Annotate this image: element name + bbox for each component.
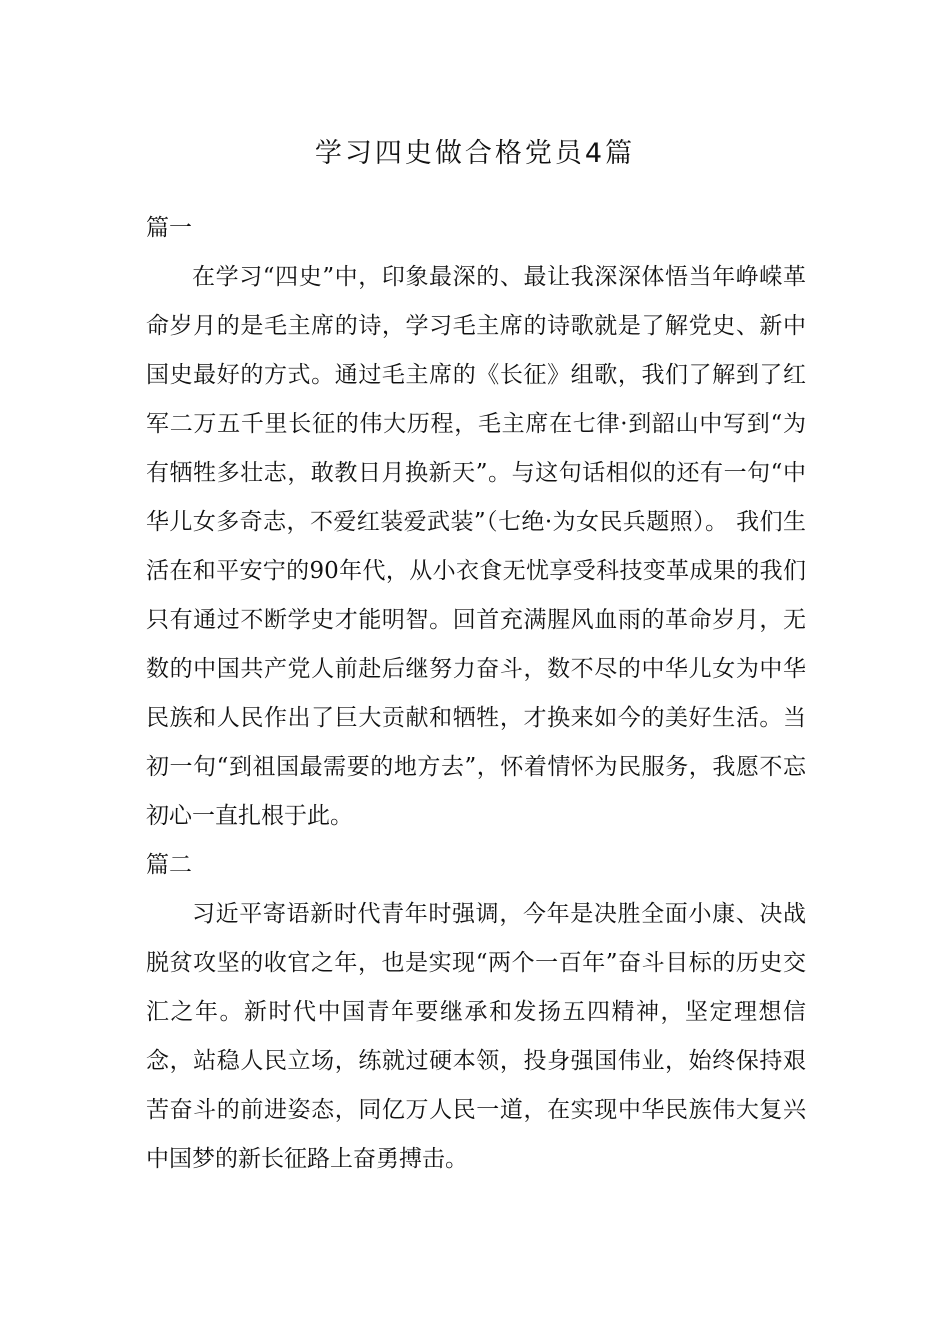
section-1 <box>146 204 806 841</box>
document-body <box>146 204 806 1184</box>
section-paragraph: 习近平寄语新时代青年时强调，今年是决胜全面小康、决战脱贫攻坚的收官之年，也是实现“两个一百年”奋斗目标的历史交汇之年。新时代中国青年要继承和发扬五四精神，坚定理想信念，站稳人民立场，练就过硬本领，投身强国伟业，始终保持艰苦奋斗的前进姿态，同亿万人民一道，在实现中华民族伟大复兴中国梦的新长征路上奋勇搏击。 <box>146 901 806 1172</box>
section-paragraph: 在学习“四史”中，印象最深的、最让我深深体悟当年峥嵘革命岁月的是毛主席的诗，学习毛主席的诗歌就是了解党史、新中国史最好的方式。通过毛主席的《长征》组歌，我们了解到了红军二万五千里长征的伟大历程，毛主席在七律·到韶山中写到“为有牺牲多壮志，敢教日月换新天”。与这句话相似的还有一句“中华儿女多奇志，不爱红装爱武装”（七绝·为女民兵题照）。 我们生活在和平安宁的90年代，从小衣食无忧享受科技变革成果的我们只有通过不断学史才能明智。回首充满腥风血雨的革命岁月，无数的中国共产党人前赴后继努力奋斗，数不尽的中华儿女为中华民族和人民作出了巨大贡献和牺牲，才换来如今的美好生活。当初一句“到祖国最需要的地方去”，怀着情怀为民服务，我愿不忘初心一直扎根于此。 <box>146 264 806 829</box>
document-title: 学习四史做合格党员4篇 <box>314 138 636 169</box>
section-heading: 篇一 <box>146 215 192 241</box>
section-heading: 篇二 <box>146 852 192 878</box>
section-2 <box>146 841 806 1184</box>
